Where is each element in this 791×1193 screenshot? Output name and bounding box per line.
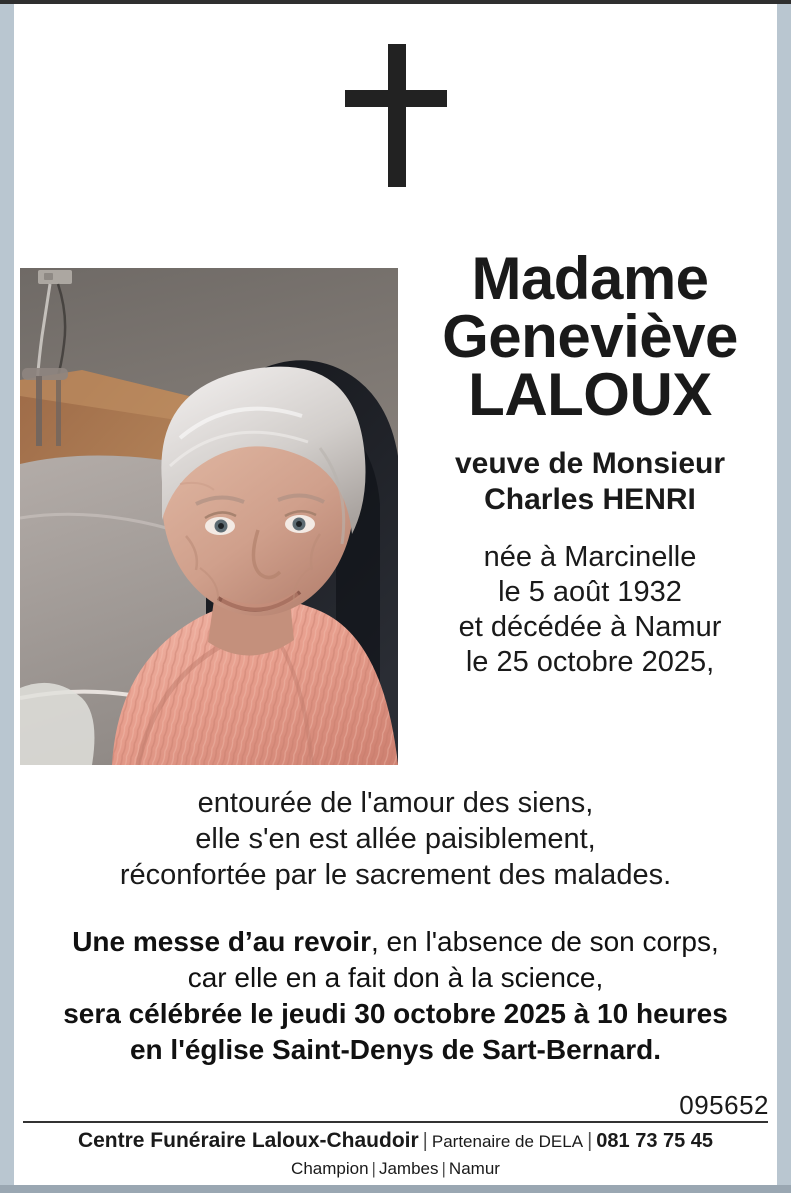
tribute-line-1: entourée de l'amour des siens, <box>197 787 594 819</box>
spouse-relation-line-2: Charles HENRI <box>484 483 696 516</box>
deceased-title: Madame <box>471 245 709 312</box>
funeral-home-phone: 081 73 75 45 <box>596 1130 714 1152</box>
death-date-line: le 25 octobre 2025, <box>465 646 715 678</box>
deceased-portrait-photo <box>20 268 398 765</box>
ceremony-line-4-text: en l'église Saint-Denys de Sart-Bernard. <box>129 1034 662 1065</box>
latin-cross-icon <box>345 44 447 187</box>
funeral-home-name: Centre Funéraire Laloux-Chaudoir <box>77 1129 419 1152</box>
footer-location-2: Jambes <box>378 1159 439 1178</box>
tribute-block <box>20 785 771 893</box>
footer-location-1: Champion <box>291 1159 369 1178</box>
spouse-relation <box>410 446 770 518</box>
footer-divider <box>23 1121 768 1123</box>
ceremony-line-3 <box>20 996 771 1032</box>
portrait-image <box>20 268 398 765</box>
page-bottom-edge <box>0 1185 791 1193</box>
ceremony-block <box>20 924 771 1068</box>
ceremony-line-3-text: sera célébrée le jeudi 30 octobre 2025 à 10 heures <box>63 998 728 1029</box>
footer-separator-1: | <box>422 1130 428 1152</box>
footer-locations-line <box>23 1157 768 1181</box>
tribute-line-2: elle s'en est allée paisiblement, <box>195 823 596 855</box>
footer-primary-line <box>23 1128 768 1155</box>
deceased-identity-block <box>410 245 770 680</box>
deceased-name <box>410 245 770 428</box>
footer-separator-2: | <box>587 1130 593 1152</box>
tribute-line-3: réconfortée par le sacrement des malades. <box>119 859 672 891</box>
deceased-first-name: Geneviève <box>442 303 738 370</box>
cross-horizontal-bar <box>345 90 447 107</box>
footer-separator-3: | <box>371 1159 376 1178</box>
birth-place-line: née à Marcinelle <box>483 541 697 573</box>
ceremony-line-1-rest: , en l'absence de son corps, <box>371 926 719 957</box>
notice-sheet <box>14 4 777 1185</box>
death-place-line: et décédée à Namur <box>458 611 722 643</box>
ceremony-line-2: car elle en a fait don à la science, <box>187 962 604 993</box>
birth-death-details <box>410 540 770 680</box>
footer <box>23 1128 768 1181</box>
ceremony-line-1-emphasis: Une messe d’au revoir <box>72 926 371 957</box>
footer-partner-text: Partenaire de DELA <box>431 1132 584 1151</box>
notice-reference-number: 095652 <box>679 1090 769 1120</box>
spouse-relation-line-1: veuve de Monsieur <box>454 447 726 480</box>
cross-vertical-bar <box>388 44 406 187</box>
ceremony-line-4 <box>20 1032 771 1068</box>
birth-date-line: le 5 août 1932 <box>498 576 682 608</box>
footer-location-3: Namur <box>448 1159 500 1178</box>
ceremony-line-1 <box>20 924 771 960</box>
footer-separator-4: | <box>441 1159 446 1178</box>
deceased-last-name: LALOUX <box>468 361 712 428</box>
